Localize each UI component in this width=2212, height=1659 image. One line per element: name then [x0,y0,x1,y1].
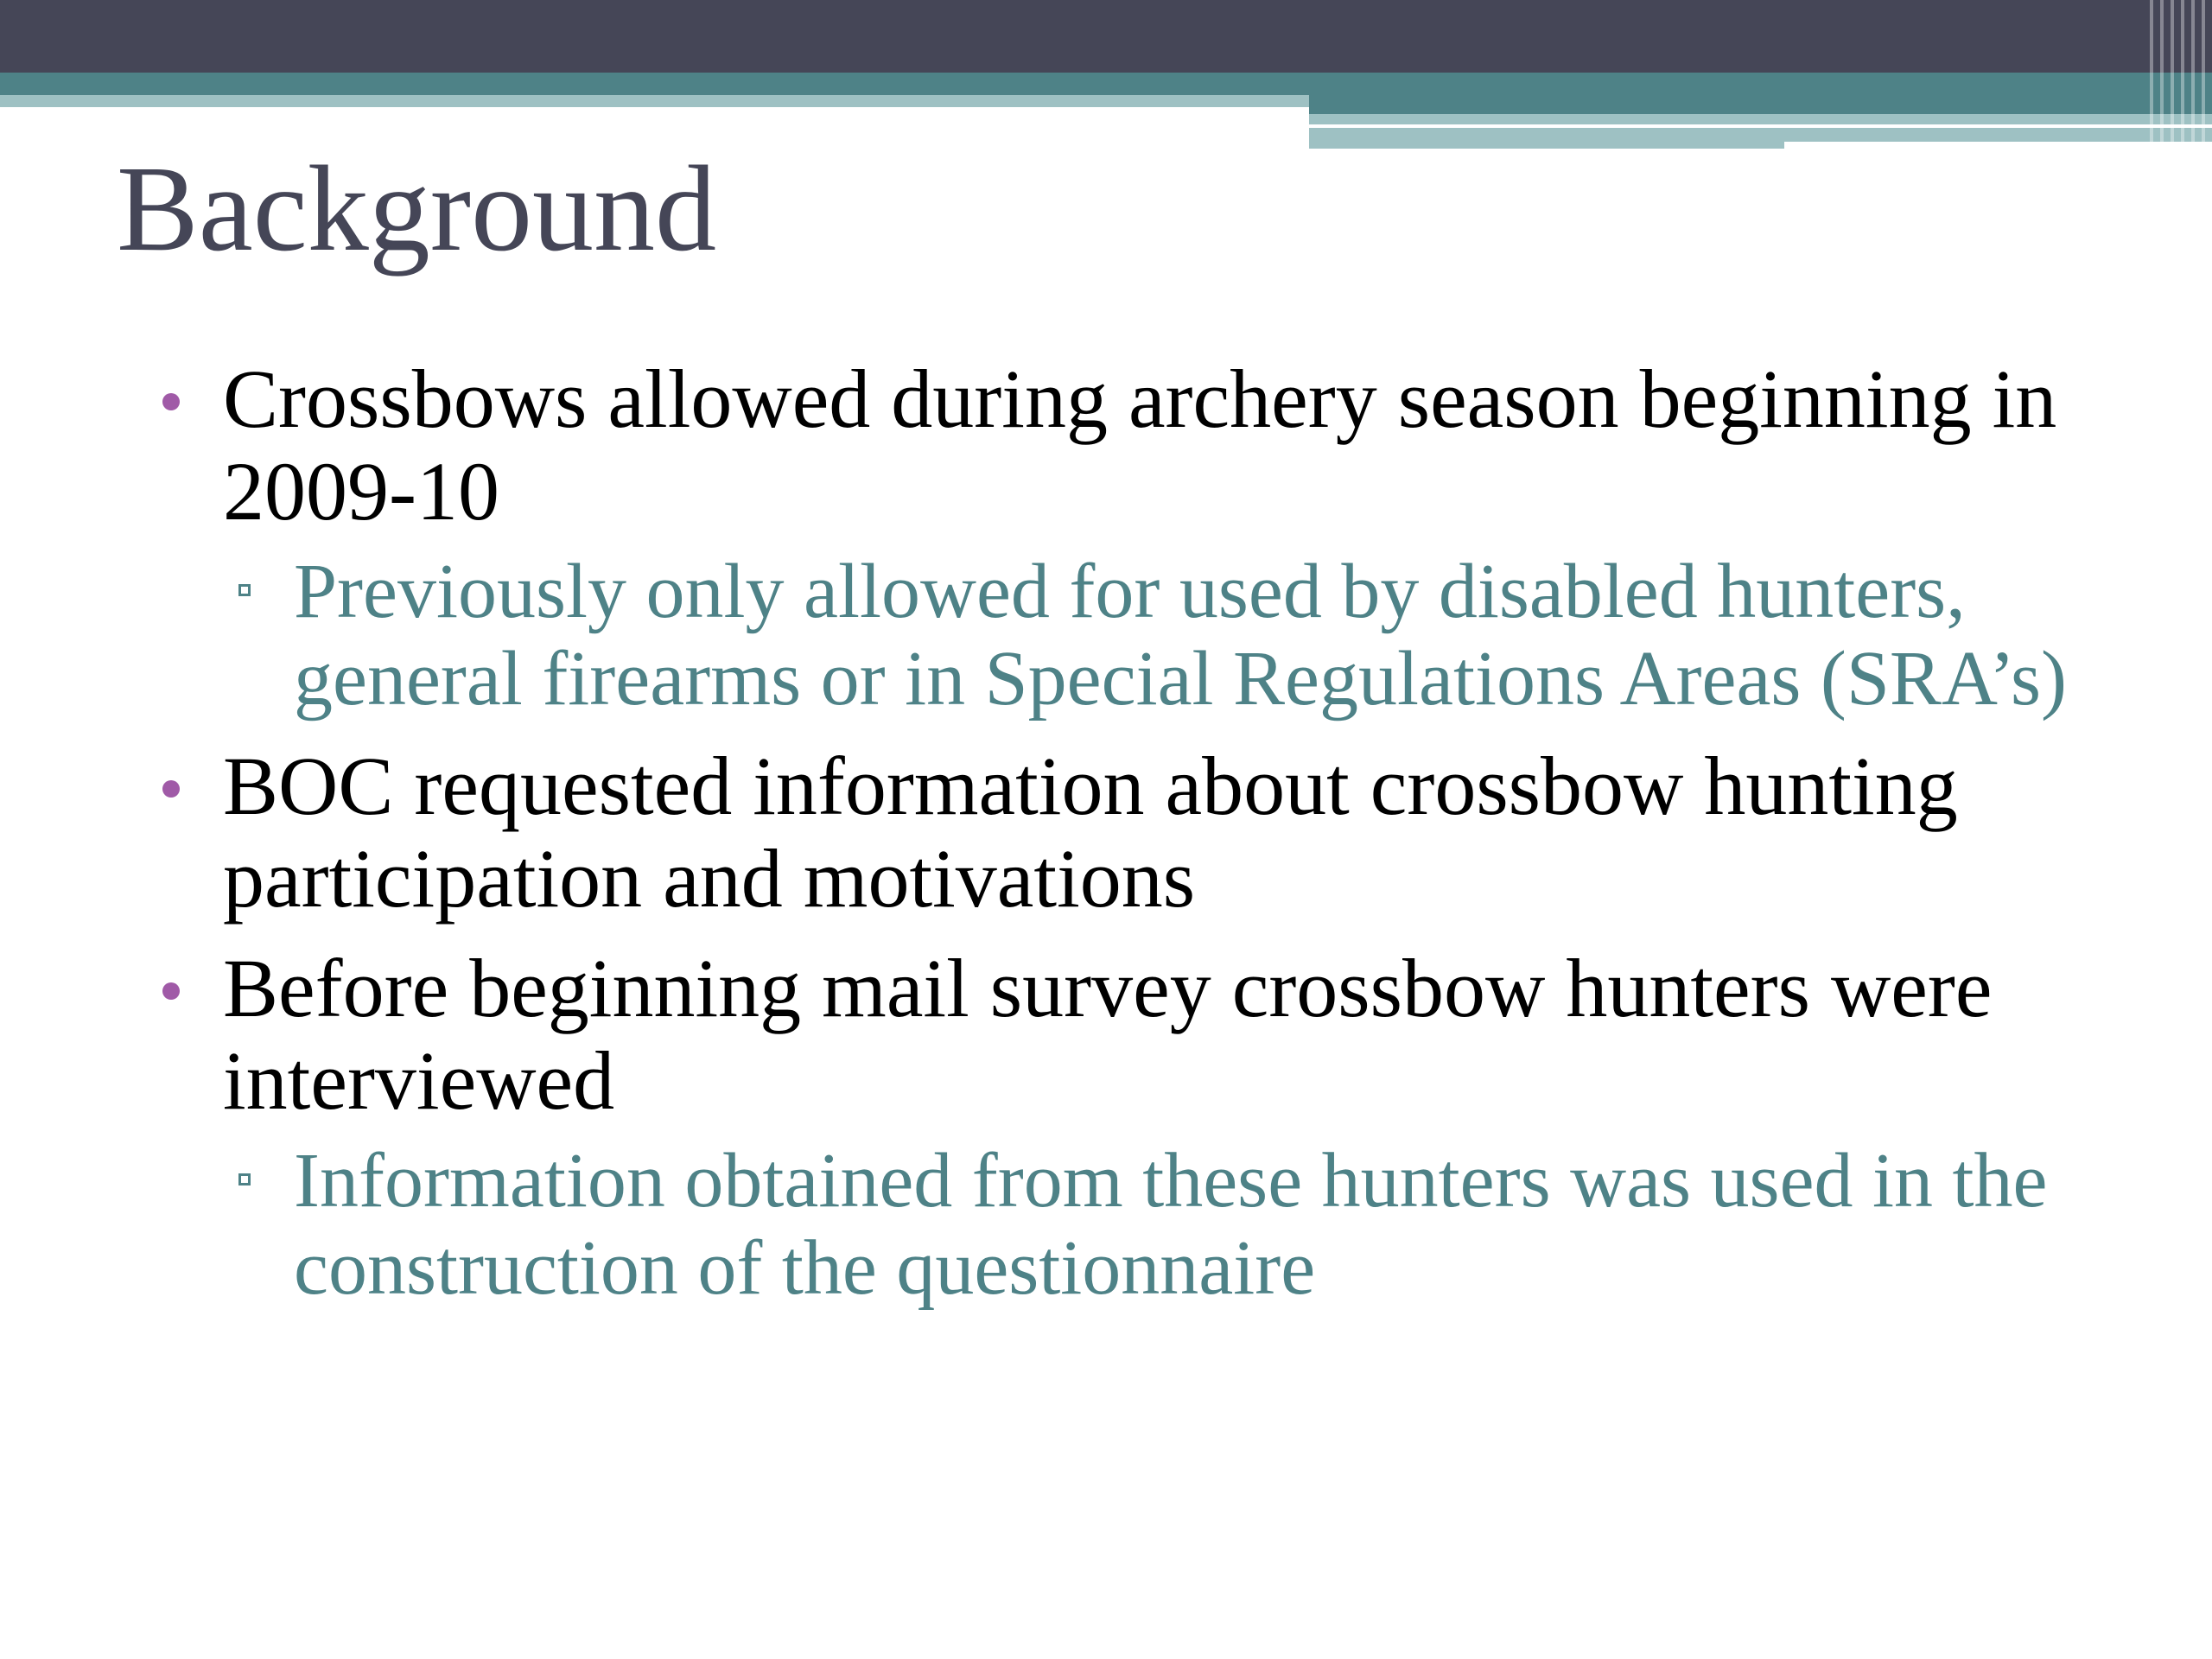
header-bar-teal-right [1309,95,2212,114]
sub-bullet-text: Information obtained from these hunters was used in the construction of the questionnaire [294,1138,2048,1311]
sub-bullet-item [156,1137,2100,1312]
sub-bullet-item [156,548,2100,722]
round-bullet-icon [162,982,180,1000]
square-bullet-icon [238,584,251,596]
bullet-list [156,353,2100,1312]
bullet-text: BOC requested information about crossbow hunting participation and motivations [223,740,1958,925]
bullet-item [156,740,2100,925]
header-bar-light-stripe [1309,114,2212,124]
bullet-text: Crossbows allowed during archery season beginning in 2009-10 [223,353,2057,537]
bullet-text: Before beginning mail survey crossbow hunters were interviewed [223,942,1993,1127]
square-bullet-icon [238,1173,251,1185]
header-bar-light-stripe [1309,128,2212,142]
bullet-item [156,942,2100,1127]
sub-bullet-text: Previously only allowed for used by disabled hunters, general firearms or in Special Regulations Areas (SRA’s) [294,549,2067,721]
bullet-item [156,353,2100,537]
header-bar-teal-light [0,95,1309,107]
header-bar-teal [0,73,2212,95]
header-vertical-stripes [2143,0,2212,149]
round-bullet-icon [162,393,180,410]
header-bar-dark [0,0,2212,73]
round-bullet-icon [162,780,180,798]
slide-title: Background [117,140,717,276]
header-bar-light-stripe [1309,142,1784,149]
